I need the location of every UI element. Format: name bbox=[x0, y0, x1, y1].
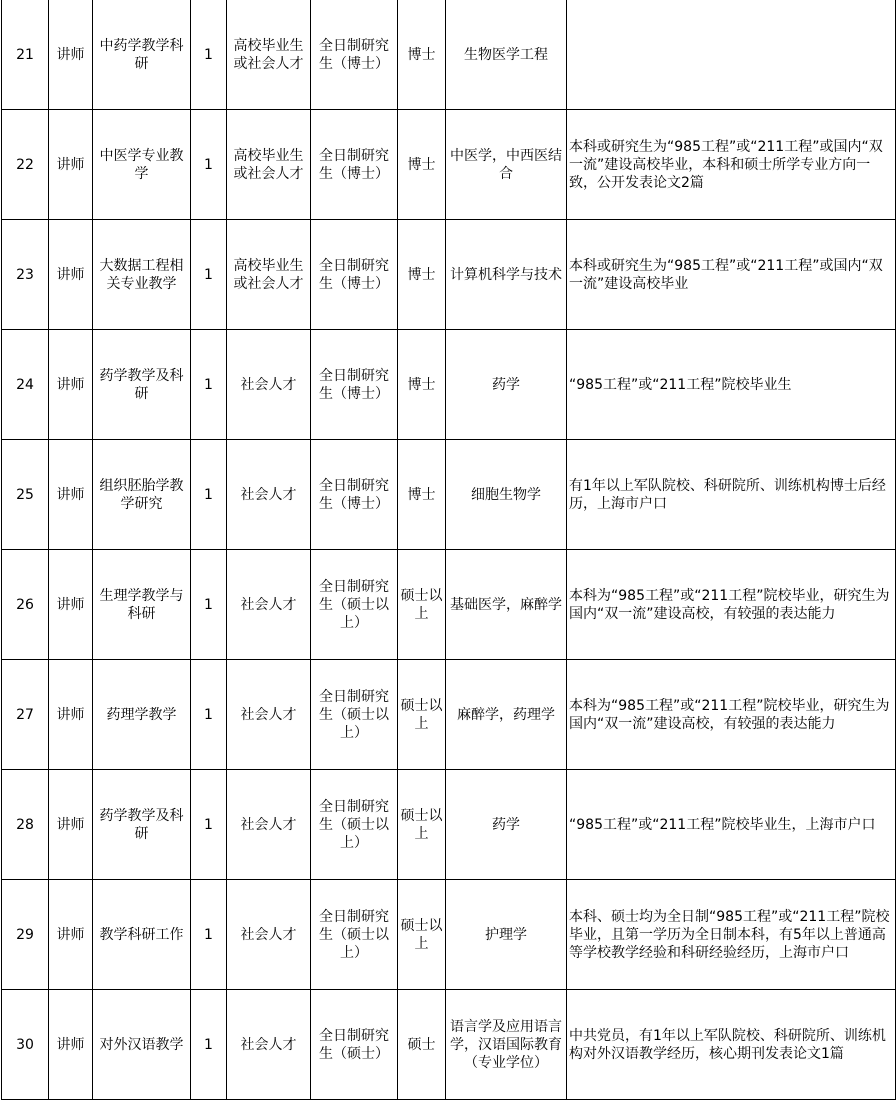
headcount-cell: 1 bbox=[191, 220, 227, 330]
job-title-cell: 讲师 bbox=[49, 770, 93, 880]
table-row bbox=[2, 440, 896, 550]
headcount-cell: 1 bbox=[191, 110, 227, 220]
major-cell: 护理学 bbox=[446, 880, 567, 990]
education-cell: 全日制研究生（硕士） bbox=[311, 990, 398, 1100]
position-cell: 组织胚胎学教学研究 bbox=[93, 440, 191, 550]
candidate-source-cell: 社会人才 bbox=[227, 770, 311, 880]
major-cell: 细胞生物学 bbox=[446, 440, 567, 550]
position-cell: 大数据工程相关专业教学 bbox=[93, 220, 191, 330]
degree-cell: 博士 bbox=[398, 440, 446, 550]
degree-cell: 硕士以上 bbox=[398, 770, 446, 880]
requirements-cell: 本科为“985工程”或“211工程”院校毕业，研究生为国内“双一流”建设高校，有较强的表达能力 bbox=[567, 550, 896, 660]
position-cell: 中药学教学科研 bbox=[93, 0, 191, 110]
table-row bbox=[2, 110, 896, 220]
degree-cell: 博士 bbox=[398, 0, 446, 110]
headcount-cell: 1 bbox=[191, 330, 227, 440]
degree-cell: 硕士以上 bbox=[398, 880, 446, 990]
major-cell: 药学 bbox=[446, 330, 567, 440]
education-cell: 全日制研究生（博士） bbox=[311, 220, 398, 330]
row-number-cell: 22 bbox=[2, 110, 49, 220]
row-number-cell: 28 bbox=[2, 770, 49, 880]
candidate-source-cell: 社会人才 bbox=[227, 440, 311, 550]
requirements-cell bbox=[567, 0, 896, 110]
headcount-cell: 1 bbox=[191, 880, 227, 990]
table-row bbox=[2, 660, 896, 770]
headcount-cell: 1 bbox=[191, 660, 227, 770]
job-title-cell: 讲师 bbox=[49, 660, 93, 770]
requirements-cell: 本科或研究生为“985工程”或“211工程”或国内“双一流”建设高校毕业，本科和硕士所学专业方向一致，公开发表论文2篇 bbox=[567, 110, 896, 220]
requirements-cell: “985工程”或“211工程”院校毕业生，上海市户口 bbox=[567, 770, 896, 880]
table-row bbox=[2, 550, 896, 660]
table-row bbox=[2, 770, 896, 880]
candidate-source-cell: 社会人才 bbox=[227, 660, 311, 770]
headcount-cell: 1 bbox=[191, 770, 227, 880]
headcount-cell: 1 bbox=[191, 990, 227, 1100]
requirements-cell: 本科为“985工程”或“211工程”院校毕业，研究生为国内“双一流”建设高校，有较强的表达能力 bbox=[567, 660, 896, 770]
position-cell: 药学教学及科研 bbox=[93, 770, 191, 880]
job-title-cell: 讲师 bbox=[49, 330, 93, 440]
table-row bbox=[2, 880, 896, 990]
requirements-cell: 本科、硕士均为全日制“985工程”或“211工程”院校毕业，且第一学历为全日制本科，有5年以上普通高等学校教学经验和科研经验经历，上海市户口 bbox=[567, 880, 896, 990]
job-title-cell: 讲师 bbox=[49, 110, 93, 220]
position-cell: 药学教学及科研 bbox=[93, 330, 191, 440]
headcount-cell: 1 bbox=[191, 550, 227, 660]
table-row bbox=[2, 330, 896, 440]
row-number-cell: 26 bbox=[2, 550, 49, 660]
position-cell: 教学科研工作 bbox=[93, 880, 191, 990]
degree-cell: 硕士以上 bbox=[398, 550, 446, 660]
candidate-source-cell: 高校毕业生或社会人才 bbox=[227, 0, 311, 110]
table-row bbox=[2, 0, 896, 110]
job-title-cell: 讲师 bbox=[49, 550, 93, 660]
degree-cell: 博士 bbox=[398, 220, 446, 330]
candidate-source-cell: 高校毕业生或社会人才 bbox=[227, 110, 311, 220]
job-title-cell: 讲师 bbox=[49, 880, 93, 990]
degree-cell: 博士 bbox=[398, 330, 446, 440]
headcount-cell: 1 bbox=[191, 0, 227, 110]
job-title-cell: 讲师 bbox=[49, 0, 93, 110]
candidate-source-cell: 高校毕业生或社会人才 bbox=[227, 220, 311, 330]
degree-cell: 博士 bbox=[398, 110, 446, 220]
major-cell: 计算机科学与技术 bbox=[446, 220, 567, 330]
table-row bbox=[2, 990, 896, 1100]
row-number-cell: 24 bbox=[2, 330, 49, 440]
education-cell: 全日制研究生（博士） bbox=[311, 440, 398, 550]
education-cell: 全日制研究生（硕士以上） bbox=[311, 880, 398, 990]
education-cell: 全日制研究生（博士） bbox=[311, 330, 398, 440]
recruitment-table bbox=[1, 0, 896, 1100]
requirements-cell: 本科或研究生为“985工程”或“211工程”或国内“双一流”建设高校毕业 bbox=[567, 220, 896, 330]
education-cell: 全日制研究生（博士） bbox=[311, 110, 398, 220]
position-cell: 药理学教学 bbox=[93, 660, 191, 770]
requirements-cell: “985工程”或“211工程”院校毕业生 bbox=[567, 330, 896, 440]
major-cell: 语言学及应用语言学，汉语国际教育（专业学位） bbox=[446, 990, 567, 1100]
row-number-cell: 25 bbox=[2, 440, 49, 550]
candidate-source-cell: 社会人才 bbox=[227, 990, 311, 1100]
major-cell: 中医学，中西医结合 bbox=[446, 110, 567, 220]
major-cell: 麻醉学，药理学 bbox=[446, 660, 567, 770]
headcount-cell: 1 bbox=[191, 440, 227, 550]
requirements-cell: 有1年以上军队院校、科研院所、训练机构博士后经历，上海市户口 bbox=[567, 440, 896, 550]
row-number-cell: 27 bbox=[2, 660, 49, 770]
row-number-cell: 30 bbox=[2, 990, 49, 1100]
degree-cell: 硕士 bbox=[398, 990, 446, 1100]
degree-cell: 硕士以上 bbox=[398, 660, 446, 770]
major-cell: 生物医学工程 bbox=[446, 0, 567, 110]
candidate-source-cell: 社会人才 bbox=[227, 550, 311, 660]
major-cell: 药学 bbox=[446, 770, 567, 880]
major-cell: 基础医学，麻醉学 bbox=[446, 550, 567, 660]
job-title-cell: 讲师 bbox=[49, 220, 93, 330]
position-cell: 中医学专业教学 bbox=[93, 110, 191, 220]
row-number-cell: 21 bbox=[2, 0, 49, 110]
education-cell: 全日制研究生（硕士以上） bbox=[311, 550, 398, 660]
position-cell: 对外汉语教学 bbox=[93, 990, 191, 1100]
job-title-cell: 讲师 bbox=[49, 990, 93, 1100]
requirements-cell: 中共党员，有1年以上军队院校、科研院所、训练机构对外汉语教学经历，核心期刊发表论文1篇 bbox=[567, 990, 896, 1100]
table-row bbox=[2, 220, 896, 330]
position-cell: 生理学教学与科研 bbox=[93, 550, 191, 660]
candidate-source-cell: 社会人才 bbox=[227, 330, 311, 440]
job-title-cell: 讲师 bbox=[49, 440, 93, 550]
row-number-cell: 23 bbox=[2, 220, 49, 330]
table-body bbox=[2, 0, 896, 1100]
education-cell: 全日制研究生（硕士以上） bbox=[311, 770, 398, 880]
row-number-cell: 29 bbox=[2, 880, 49, 990]
education-cell: 全日制研究生（博士） bbox=[311, 0, 398, 110]
education-cell: 全日制研究生（硕士以上） bbox=[311, 660, 398, 770]
candidate-source-cell: 社会人才 bbox=[227, 880, 311, 990]
